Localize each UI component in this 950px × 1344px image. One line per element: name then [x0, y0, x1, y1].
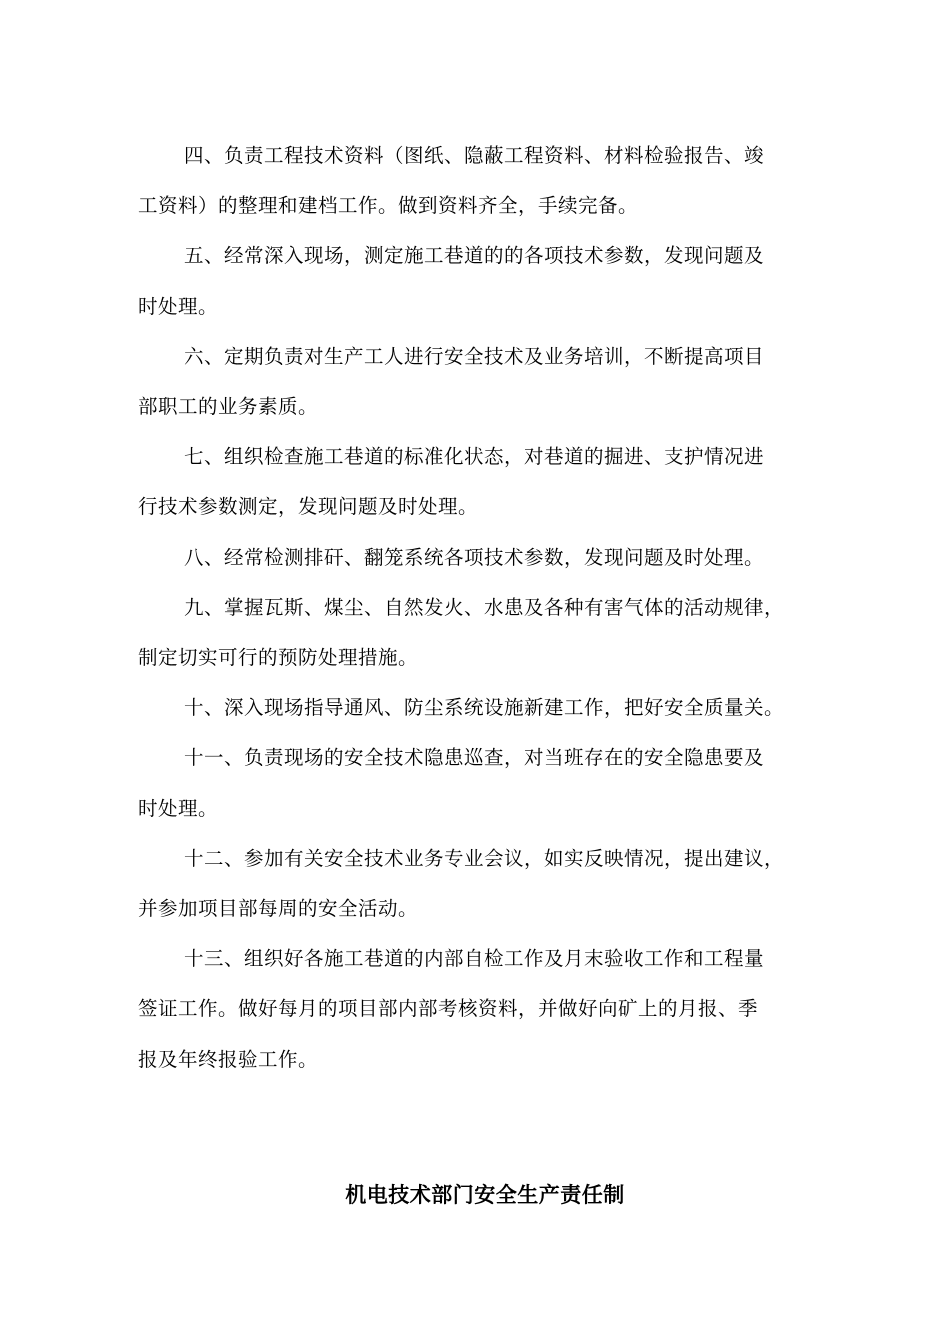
paragraph-line: 六、定期负责对生产工人进行安全技术及业务培训，不断提高项目 [184, 344, 765, 368]
paragraph-line: 十二、参加有关安全技术业务专业会议，如实反映情况，提出建议， [184, 846, 785, 870]
paragraph-line: 报及年终报验工作。 [138, 1047, 319, 1071]
paragraph-line: 签证工作。做好每月的项目部内部考核资料，并做好向矿上的月报、季 [138, 997, 759, 1021]
paragraph-9 [138, 583, 842, 683]
paragraph-13 [138, 934, 842, 1085]
paragraph-line: 并参加项目部每周的安全活动。 [138, 897, 419, 921]
paragraph-7 [138, 432, 842, 532]
paragraph-line: 七、组织检查施工巷道的标准化状态，对巷道的掘进、支护情况进 [184, 445, 765, 469]
paragraph-line: 十、深入现场指导通风、防尘系统设施新建工作，把好安全质量关。 [184, 696, 785, 720]
paragraph-line: 部职工的业务素质。 [138, 395, 319, 419]
paragraph-10 [138, 683, 842, 733]
paragraph-5 [138, 231, 842, 331]
document-body [138, 131, 842, 1085]
paragraph-line: 时处理。 [138, 796, 219, 820]
paragraph-12 [138, 834, 842, 934]
paragraph-line: 八、经常检测排矸、翻笼系统各项技术参数，发现问题及时处理。 [184, 545, 765, 569]
paragraph-4 [138, 131, 842, 231]
paragraph-11 [138, 733, 842, 833]
paragraph-line: 十三、组织好各施工巷道的内部自检工作及月末验收工作和工程量 [184, 947, 765, 971]
paragraph-line: 九、掌握瓦斯、煤尘、自然发火、水患及各种有害气体的活动规律， [184, 595, 785, 619]
paragraph-line: 行技术参数测定，发现问题及时处理。 [138, 495, 479, 519]
paragraph-line: 工资料）的整理和建档工作。做到资料齐全，手续完备。 [138, 194, 639, 218]
paragraph-line: 四、负责工程技术资料（图纸、隐蔽工程资料、材料检验报告、竣 [184, 144, 765, 167]
paragraph-line: 制定切实可行的预防处理措施。 [138, 646, 419, 670]
paragraph-line: 五、经常深入现场，测定施工巷道的的各项技术参数，发现问题及 [184, 244, 765, 268]
paragraph-8 [138, 533, 842, 583]
paragraph-line: 时处理。 [138, 294, 219, 318]
paragraph-6 [138, 332, 842, 432]
section-heading: 机电技术部门安全生产责任制 [345, 1183, 625, 1207]
paragraph-line: 十一、负责现场的安全技术隐患巡查，对当班存在的安全隐患要及 [184, 746, 765, 770]
